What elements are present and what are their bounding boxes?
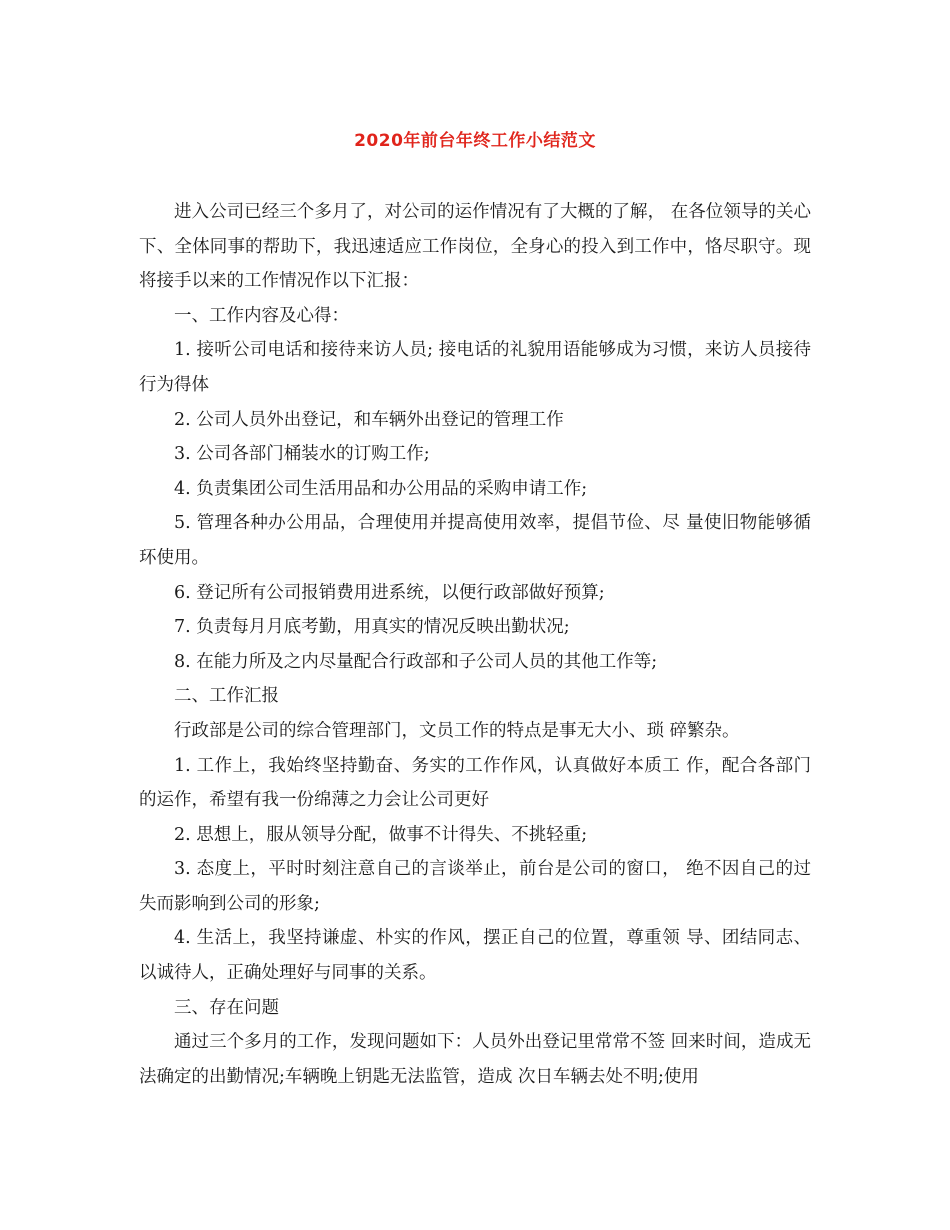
paragraph-intro: 进入公司已经三个多月了，对公司的运作情况有了大概的了解， 在各位领导的关心下、全体同事的帮助下，我迅速适应工作岗位，全身心的投入到工作中，恪尽职守。现将接手以来的工作情况作以下汇报： xyxy=(139,202,811,292)
section-heading-work-content: 一、工作内容及心得： xyxy=(174,305,349,326)
paragraph-admin: 行政部是公司的综合管理部门，文员工作的特点是事无大小、琐 碎繁杂。 xyxy=(174,720,740,741)
section-heading-work-report: 二、工作汇报 xyxy=(174,686,279,707)
list-item: 6. 登记所有公司报销费用进系统，以便行政部做好预算; xyxy=(174,582,605,603)
list-item: 2. 思想上，服从领导分配，做事不计得失、不挑轻重; xyxy=(174,824,588,845)
list-item: 8. 在能力所及之内尽量配合行政部和子公司人员的其他工作等; xyxy=(174,651,658,672)
list-item: 1. 接听公司电话和接待来访人员; 接电话的礼貌用语能够成为习惯，来访人员接待行为得体 xyxy=(139,340,811,395)
list-item: 2. 公司人员外出登记，和车辆外出登记的管理工作 xyxy=(174,409,564,430)
list-item: 7. 负责每月月底考勤，用真实的情况反映出勤状况; xyxy=(174,617,570,638)
list-item: 3. 态度上，平时时刻注意自己的言谈举止，前台是公司的窗口， 绝不因自己的过失而影响到公司的形象; xyxy=(139,859,811,914)
list-item: 4. 生活上，我坚持谦虚、朴实的作风，摆正自己的位置，尊重领 导、团结同志、以诚待人，正确处理好与同事的关系。 xyxy=(139,928,811,984)
document-body xyxy=(139,195,811,1094)
list-item: 5. 管理各种办公用品，合理使用并提高使用效率，提倡节俭、尽 量使旧物能够循环使用。 xyxy=(139,513,811,568)
section-heading-problems: 三、存在问题 xyxy=(174,997,279,1018)
list-item: 1. 工作上，我始终坚持勤奋、务实的工作作风，认真做好本质工 作，配合各部门的运作，希望有我一份绵薄之力会让公司更好 xyxy=(139,755,811,811)
list-item: 3. 公司各部门桶装水的订购工作; xyxy=(174,444,430,465)
list-item: 4. 负责集团公司生活用品和办公用品的采购申请工作; xyxy=(174,478,588,499)
paragraph-problems: 通过三个多月的工作，发现问题如下：人员外出登记里常常不签 回来时间，造成无法确定的出勤情况;车辆晚上钥匙无法监管，造成 次日车辆去处不明;使用 xyxy=(139,1032,811,1087)
document-title: 2020年前台年终工作小结范文 xyxy=(354,131,596,151)
